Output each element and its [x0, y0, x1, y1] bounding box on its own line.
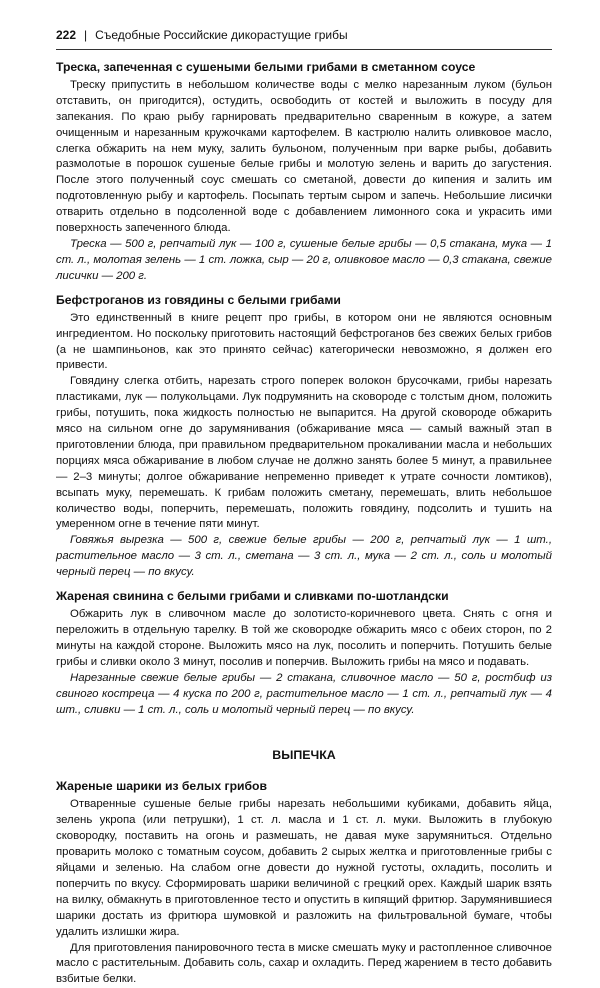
- page-number: 222: [56, 28, 76, 44]
- header-separator: |: [84, 28, 87, 44]
- running-header: [56, 28, 552, 50]
- recipe-paragraph: Треску припустить в небольшом количестве воды с мелко нарезанным луком (бульон отставить, он пригодится), остудить, освободить от костей и выложить в посуду для запекания. По краю рыбу гарнировать предварительно сваренным в кожуре, а затем очищенным и нарезанным кружочками картофелем. В кастрюлю налить оливковое масло, слегка обжарить на нем муку, залить бульоном, полученным при варке рыбы, добавить размолотые в порошок сушеные белые грибы и молотую зелень и варить до загустения. После этого полученный соус смешать со сметаной, довести до кипения и залить им подготовленную рыбу и картофель. Посыпать тертым сыром и запечь. Небольшие лисички отварить отдельно в подсоленной воде с добавлением лимонного сока и украсить ими поверхность запеченного блюда.: [56, 78, 552, 237]
- recipe-ingredients: Нарезанные свежие белые грибы — 2 стакана, сливочное масло — 50 г, ростбиф из свиного костреца — 4 куска по 200 г, растительное масло — 1 ст. л., репчатый лук — 4 шт., сливки — 1 ст. л., соль и молотый черный перец — по вкусу.: [56, 671, 552, 719]
- recipe-title-mushroom-balls: Жареные шарики из белых грибов: [56, 778, 552, 794]
- recipe-paragraph: Отваренные сушеные белые грибы нарезать небольшими кубиками, добавить яйца, зелень укропа (или петрушки), 1 ст. л. масла и 1 ст. л. муки. Выложить в глубокую сковородку, поставить на огонь и размешать, не давая муке зарумяниться. Отдельно проварить молоко с томатным соусом, добавить 2 сырых желтка и приготовленные грибы с яйцами и зеленью. На слабом огне довести до нужной густоты, охладить, посолить и поперчить по вкусу. Сформировать шарики величиной с грецкий орех. Каждый шарик взять на вилку, обмакнуть в приготовленное тесто и опустить в кипящий фритюр. Зарумянившиеся шарики достать из фритюра шумовкой и разложить на фильтровальной бумаге, чтобы удалить излишки жира.: [56, 797, 552, 940]
- book-page: [56, 28, 552, 988]
- recipe-title-pork: Жареная свинина с белыми грибами и сливками по-шотландски: [56, 588, 552, 604]
- recipe-paragraph: Для приготовления панировочного теста в миске смешать муку и растопленное сливочное масло с растительным. Добавить соль, сахар и охладить. Перед жарением в тесто добавить взбитые белки.: [56, 941, 552, 988]
- section-title: ВЫПЕЧКА: [56, 748, 552, 764]
- book-title: Съедобные Российские дикорастущие грибы: [95, 28, 347, 44]
- recipe-title-cod: Треска, запеченная с сушеными белыми грибами в сметанном соусе: [56, 59, 552, 75]
- recipe-paragraph: Это единственный в книге рецепт про грибы, в котором они не являются основным ингредиентом. Но поскольку приготовить настоящий бефстроганов без свежих белых грибов (а не шампиньонов, как это принято сейчас) категорически невозможно, я должен его привести.: [56, 311, 552, 375]
- recipe-ingredients: Треска — 500 г, репчатый лук — 100 г, сушеные белые грибы — 0,5 стакана, мука — 1 ст. л., молотая зелень — 1 ст. ложка, сыр — 20 г, оливковое масло — 0,3 стакана, свежие лисички — 200 г.: [56, 237, 552, 285]
- recipe-title-stroganoff: Бефстроганов из говядины с белыми грибами: [56, 292, 552, 308]
- recipe-paragraph: Говядину слегка отбить, нарезать строго поперек волокон брусочками, грибы нарезать пластиками, лук — полукольцами. Лук подрумянить на сковороде с толстым дном, положить грибы, потушить, пока жидкость полностью не выпарится. На другой сковороде обжарить мясо на сильном огне до зарумянивания (обжаривание мяса — самый важный этап в приготовлении блюда, при правильном предварительном прокаливании масла и небольших порциях мяса обжаривание в любом случае не должно занять более 5 минут, а правильнее — 2–3 минуты; долгое обжаривание непременно приведет к утрате сочности ломтиков), всыпать муку, перемешать. К грибам положить сметану, перемешать, влить небольшое количество воды, поперчить, перемешать, положить говядину, подсолить и тушить на умеренном огне в течение пяти минут.: [56, 374, 552, 533]
- recipe-ingredients: Говяжья вырезка — 500 г, свежие белые грибы — 200 г, репчатый лук — 1 шт., растительное масло — 3 ст. л., сметана — 3 ст. л., мука — 2 ст. л., соль и молотый черный перец — по вкусу.: [56, 533, 552, 581]
- recipe-paragraph: Обжарить лук в сливочном масле до золотисто-коричневого цвета. Снять с огня и переложить в отдельную тарелку. В той же сковородке обжарить мясо с обеих сторон, по 2 минуты на каждой стороне. Выложить мясо на лук, посолить и поперчить. Потушить белые грибы и сливки около 3 минут, посолив и поперчив. Выложить грибы на мясо и подавать.: [56, 607, 552, 671]
